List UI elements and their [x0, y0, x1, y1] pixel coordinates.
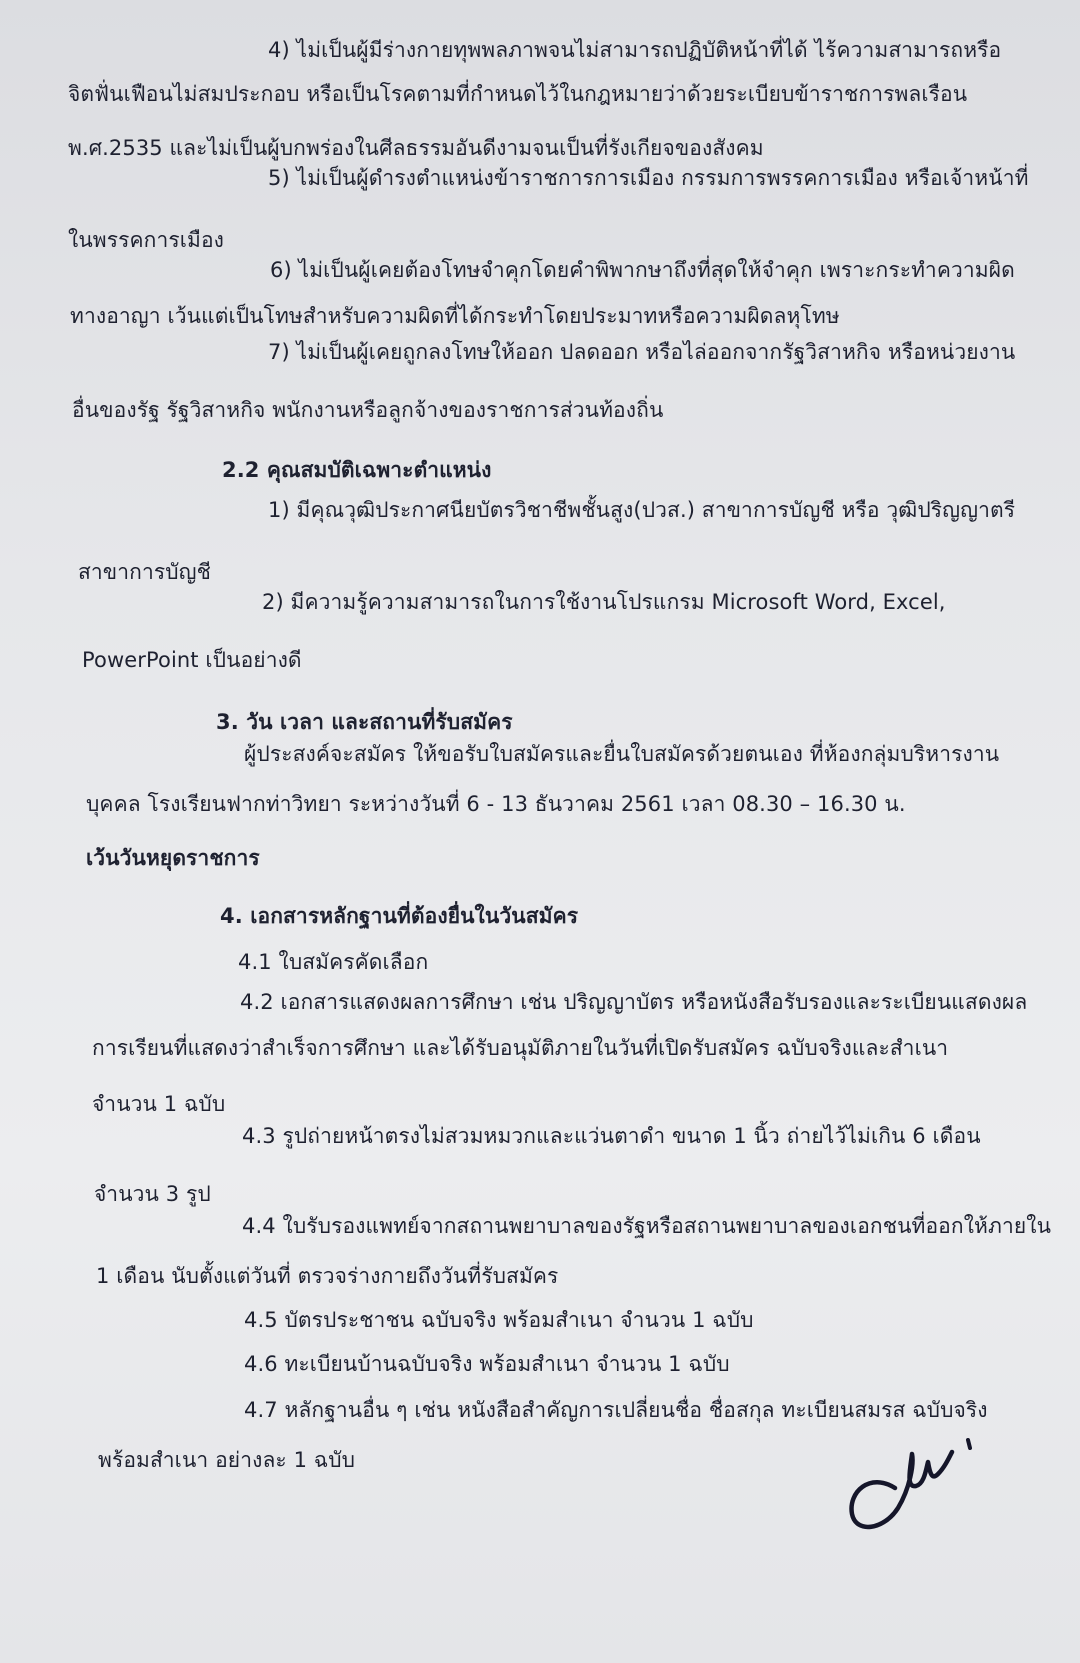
- text-line: ทางอาญา เว้นแต่เป็นโทษสำหรับความผิดที่ได้กระทำโดยประมาทหรือความผิดลหุโทษ: [70, 304, 840, 328]
- text-line: 4.5 บัตรประชาชน ฉบับจริง พร้อมสำเนา จำนวน 1 ฉบับ: [244, 1308, 754, 1332]
- text-line: สาขาการบัญชี: [78, 560, 212, 584]
- text-line: จำนวน 3 รูป: [94, 1182, 211, 1206]
- text-line: PowerPoint เป็นอย่างดี: [82, 648, 302, 672]
- text-line: จิตฟั่นเฟือนไม่สมประกอบ หรือเป็นโรคตามที่กำหนดไว้ในกฎหมายว่าด้วยระเบียบข้าราชการพลเรือน: [68, 82, 968, 106]
- section-heading: 4. เอกสารหลักฐานที่ต้องยื่นในวันสมัคร: [220, 904, 579, 928]
- text-line: 4.7 หลักฐานอื่น ๆ เช่น หนังสือสำคัญการเปลี่ยนชื่อ ชื่อสกุล ทะเบียนสมรส ฉบับจริง: [244, 1398, 988, 1422]
- text-line: 6) ไม่เป็นผู้เคยต้องโทษจำคุกโดยคำพิพากษาถึงที่สุดให้จำคุก เพราะกระทำความผิด: [270, 258, 1015, 282]
- text-line: พร้อมสำเนา อย่างละ 1 ฉบับ: [98, 1448, 356, 1472]
- text-line: บุคคล โรงเรียนฟากท่าวิทยา ระหว่างวันที่ 6 - 13 ธันวาคม 2561 เวลา 08.30 – 16.30 น.: [86, 792, 906, 816]
- text-line: 4.4 ใบรับรองแพทย์จากสถานพยาบาลของรัฐหรือสถานพยาบาลของเอกชนที่ออกให้ภายใน: [242, 1214, 1052, 1238]
- section-heading: 3. วัน เวลา และสถานที่รับสมัคร: [216, 710, 513, 734]
- section-heading: 2.2 คุณสมบัติเฉพาะตำแหน่ง: [222, 458, 492, 482]
- text-line: 4.2 เอกสารแสดงผลการศึกษา เช่น ปริญญาบัตร หรือหนังสือรับรองและระเบียนแสดงผล: [240, 990, 1028, 1014]
- handwritten-signature: [840, 1430, 980, 1540]
- text-line: พ.ศ.2535 และไม่เป็นผู้บกพร่องในศีลธรรมอันดีงามจนเป็นที่รังเกียจของสังคม: [68, 136, 764, 160]
- text-line: 5) ไม่เป็นผู้ดำรงตำแหน่งข้าราชการการเมือง กรรมการพรรคการเมือง หรือเจ้าหน้าที่: [268, 166, 1029, 190]
- text-line: 4.3 รูปถ่ายหน้าตรงไม่สวมหมวกและแว่นตาดำ ขนาด 1 นิ้ว ถ่ายไว้ไม่เกิน 6 เดือน: [242, 1124, 981, 1148]
- text-line: เว้นวันหยุดราชการ: [86, 846, 260, 870]
- text-line: การเรียนที่แสดงว่าสำเร็จการศึกษา และได้รับอนุมัติภายในวันที่เปิดรับสมัคร ฉบับจริงและสำเนา: [92, 1036, 949, 1060]
- text-line: ผู้ประสงค์จะสมัคร ให้ขอรับใบสมัครและยื่นใบสมัครด้วยตนเอง ที่ห้องกลุ่มบริหารงาน: [244, 742, 1000, 766]
- text-line: 1 เดือน นับตั้งแต่วันที่ ตรวจร่างกายถึงวันที่รับสมัคร: [96, 1264, 559, 1288]
- text-line: 1) มีคุณวุฒิประกาศนียบัตรวิชาชีพชั้นสูง(ปวส.) สาขาการบัญชี หรือ วุฒิปริญญาตรี: [268, 498, 1016, 522]
- text-line: ในพรรคการเมือง: [68, 228, 225, 252]
- text-line: จำนวน 1 ฉบับ: [92, 1092, 226, 1116]
- text-line: 7) ไม่เป็นผู้เคยถูกลงโทษให้ออก ปลดออก หรือไล่ออกจากรัฐวิสาหกิจ หรือหน่วยงาน: [268, 340, 1016, 364]
- text-line: 4) ไม่เป็นผู้มีร่างกายทุพพลภาพจนไม่สามารถปฏิบัติหน้าที่ได้ ไร้ความสามารถหรือ: [268, 38, 1002, 62]
- text-line: 4.6 ทะเบียนบ้านฉบับจริง พร้อมสำเนา จำนวน 1 ฉบับ: [244, 1352, 730, 1376]
- text-line: 4.1 ใบสมัครคัดเลือก: [238, 950, 429, 974]
- text-line: 2) มีความรู้ความสามารถในการใช้งานโปรแกรม Microsoft Word, Excel,: [262, 590, 946, 614]
- text-line: อื่นของรัฐ รัฐวิสาหกิจ พนักงานหรือลูกจ้างของราชการส่วนท้องถิ่น: [72, 398, 664, 422]
